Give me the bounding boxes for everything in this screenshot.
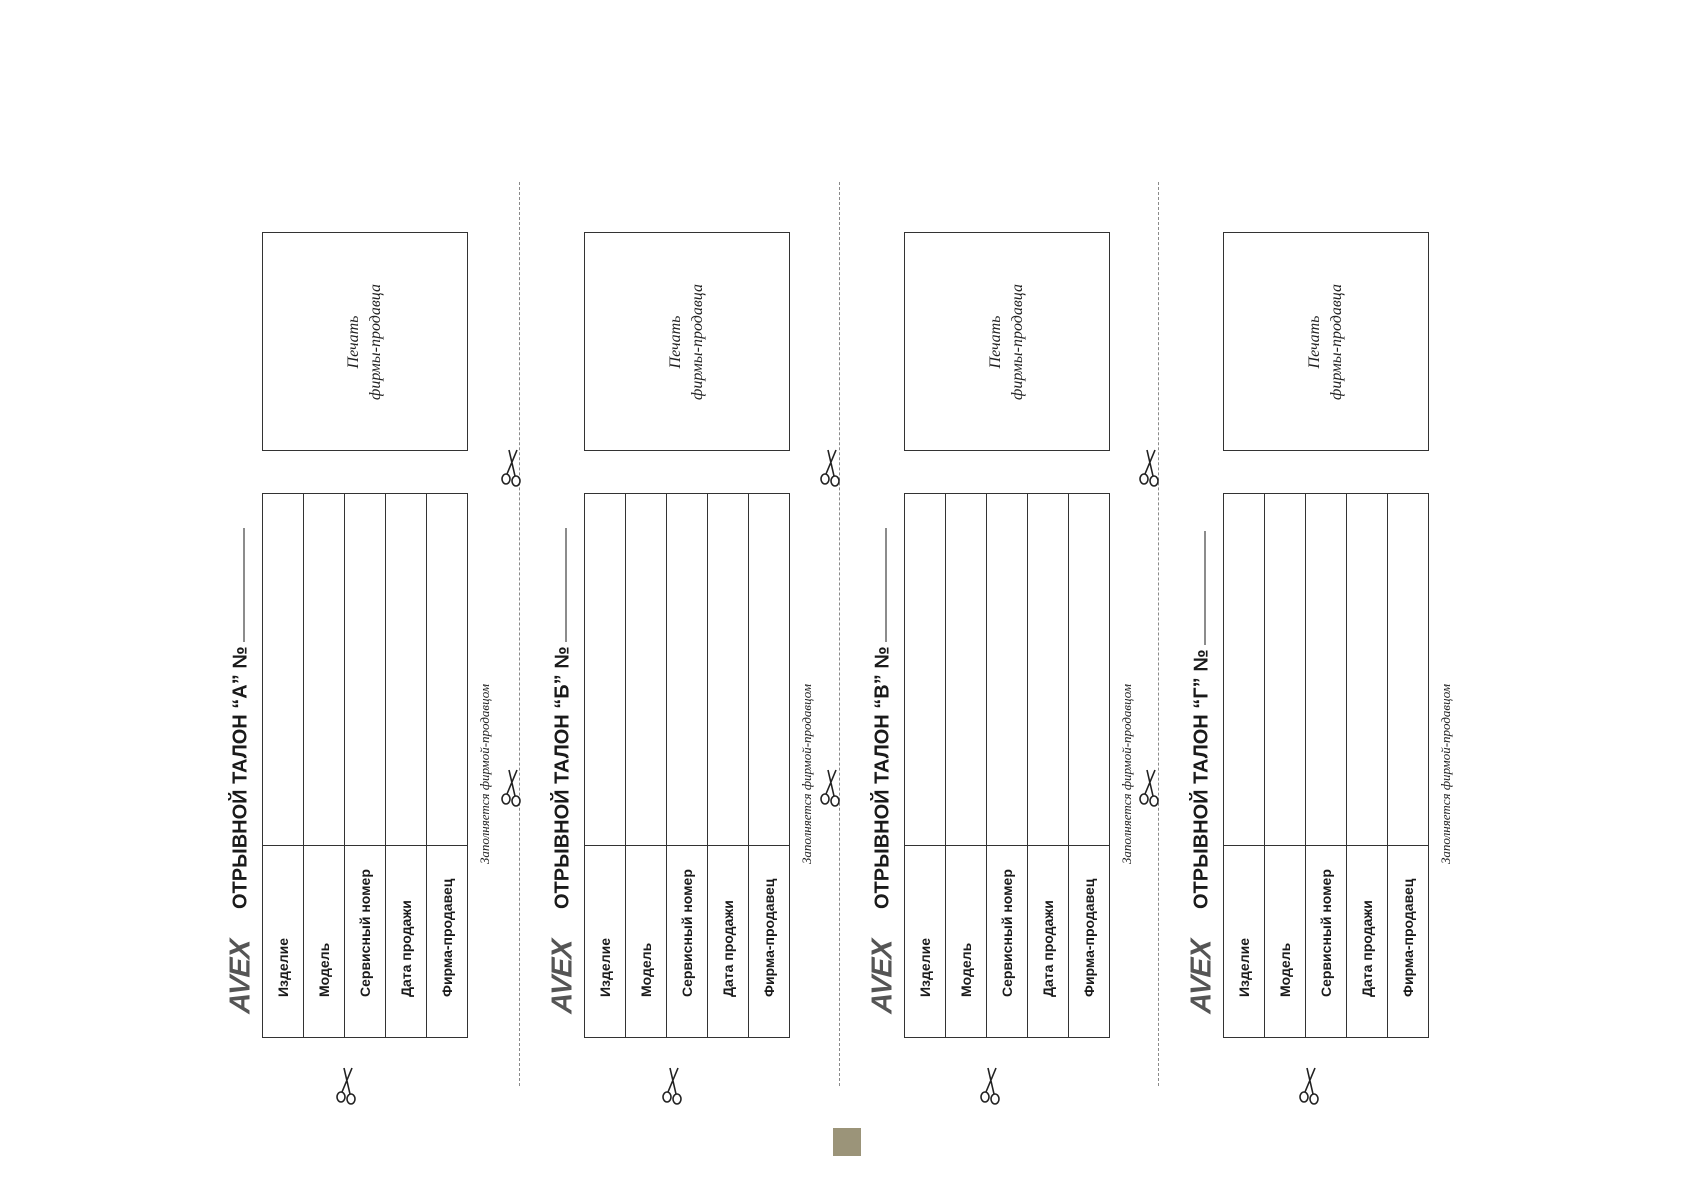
- field-label: Сервисный номер: [999, 869, 1015, 997]
- field-seller[interactable]: [1069, 494, 1109, 1037]
- field-label: Дата продажи: [1040, 900, 1056, 997]
- coupon-title: ОТРЫВНОЙ ТАЛОН “А” №: [230, 528, 253, 909]
- avex-logo: AVEX: [1185, 936, 1218, 1017]
- coupon-header: [226, 590, 256, 1040]
- coupon-title: ОТРЫВНОЙ ТАЛОН “Б” №: [552, 528, 575, 909]
- stamp-box: [1223, 232, 1429, 451]
- scissors-icon: [818, 768, 842, 808]
- stamp-box: [904, 232, 1110, 451]
- field-sale-date[interactable]: [1028, 494, 1069, 1037]
- field-service-number[interactable]: [345, 494, 386, 1037]
- coupon-fields-table: [584, 493, 790, 1038]
- scissors-icon: [660, 1066, 684, 1106]
- coupon-fields-table: [1223, 493, 1429, 1038]
- stamp-label: Печать фирмы-продавца: [987, 283, 1026, 400]
- field-label: Изделие: [917, 938, 933, 997]
- avex-logo: AVEX: [546, 936, 579, 1017]
- field-label: Модель: [958, 942, 974, 997]
- scissors-icon: [1137, 448, 1161, 488]
- field-label: Модель: [316, 942, 332, 997]
- field-label: Сервисный номер: [679, 869, 695, 997]
- field-service-number[interactable]: [667, 494, 708, 1037]
- field-sale-date[interactable]: [386, 494, 427, 1037]
- field-label: Модель: [1277, 942, 1293, 997]
- fill-note: Заполняется фирмой-продавцом: [799, 683, 814, 864]
- fill-note: Заполняется фирмой-продавцом: [477, 683, 492, 864]
- scissors-icon: [818, 448, 842, 488]
- coupon-header: [1187, 590, 1217, 1040]
- field-seller[interactable]: [749, 494, 789, 1037]
- stamp-label: Печать фирмы-продавца: [345, 283, 384, 400]
- stamp-label: Печать фирмы-продавца: [1306, 283, 1345, 400]
- field-product[interactable]: [585, 494, 626, 1037]
- scissors-icon: [334, 1066, 358, 1106]
- field-product[interactable]: [263, 494, 304, 1037]
- field-service-number[interactable]: [987, 494, 1028, 1037]
- field-label: Дата продажи: [720, 900, 736, 997]
- fill-note: Заполняется фирмой-продавцом: [1438, 683, 1453, 864]
- field-label: Фирма-продавец: [761, 878, 777, 997]
- scissors-icon: [1297, 1066, 1321, 1106]
- avex-logo: AVEX: [866, 936, 899, 1017]
- coupon-v: [866, 180, 1194, 1090]
- field-sale-date[interactable]: [708, 494, 749, 1037]
- scissors-icon: [499, 448, 523, 488]
- coupon-a: [224, 180, 552, 1090]
- page-marker: [833, 1128, 861, 1156]
- field-product[interactable]: [1224, 494, 1265, 1037]
- scissors-icon: [499, 768, 523, 808]
- coupon-title: ОТРЫВНОЙ ТАЛОН “Г” №: [1191, 532, 1214, 910]
- coupon-fields-table: [262, 493, 468, 1038]
- field-label: Изделие: [275, 938, 291, 997]
- field-label: Дата продажи: [398, 900, 414, 997]
- stamp-label: Печать фирмы-продавца: [667, 283, 706, 400]
- coupon-fields-table: [904, 493, 1110, 1038]
- field-seller[interactable]: [1388, 494, 1428, 1037]
- coupon-title: ОТРЫВНОЙ ТАЛОН “В” №: [872, 528, 895, 909]
- field-label: Фирма-продавец: [1400, 878, 1416, 997]
- field-model[interactable]: [1265, 494, 1306, 1037]
- field-label: Сервисный номер: [357, 869, 373, 997]
- stamp-box: [584, 232, 790, 451]
- field-label: Дата продажи: [1359, 900, 1375, 997]
- avex-logo: AVEX: [224, 936, 257, 1017]
- field-model[interactable]: [304, 494, 345, 1037]
- field-label: Фирма-продавец: [439, 878, 455, 997]
- coupon-b: [546, 180, 874, 1090]
- scissors-icon: [1137, 768, 1161, 808]
- field-model[interactable]: [626, 494, 667, 1037]
- field-sale-date[interactable]: [1347, 494, 1388, 1037]
- field-label: Изделие: [597, 938, 613, 997]
- field-service-number[interactable]: [1306, 494, 1347, 1037]
- field-label: Модель: [638, 942, 654, 997]
- scissors-icon: [978, 1066, 1002, 1106]
- coupon-g: [1185, 180, 1513, 1090]
- field-label: Изделие: [1236, 938, 1252, 997]
- field-product[interactable]: [905, 494, 946, 1037]
- fill-note: Заполняется фирмой-продавцом: [1119, 683, 1134, 864]
- field-label: Сервисный номер: [1318, 869, 1334, 997]
- field-model[interactable]: [946, 494, 987, 1037]
- stamp-box: [262, 232, 468, 451]
- field-seller[interactable]: [427, 494, 467, 1037]
- field-label: Фирма-продавец: [1081, 878, 1097, 997]
- coupon-header: [548, 590, 578, 1040]
- coupon-header: [868, 590, 898, 1040]
